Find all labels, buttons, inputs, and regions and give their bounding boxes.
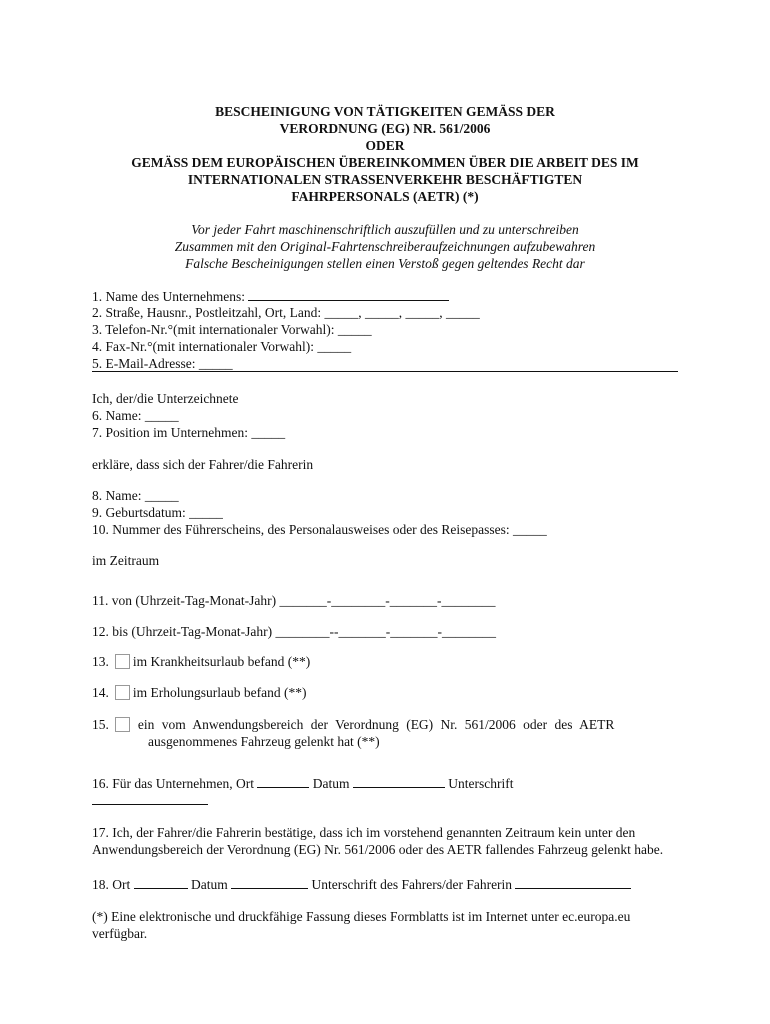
period-to-field[interactable]: 12. bis (Uhrzeit-Tag-Monat-Jahr) ________--_______-_______-________ [92,624,496,639]
undersigned-position-field[interactable]: 7. Position im Unternehmen: _____ [92,425,286,440]
driver-signature-blank[interactable] [515,875,631,889]
declaration-text: erkläre, dass sich der Fahrer/die Fahrerin [92,457,314,472]
option-sick-leave [92,653,310,670]
title-line: GEMÄSS DEM EUROPÄISCHEN ÜBEREINKOMMEN ÜBER DIE ARBEIT DES IM [131,155,639,170]
title-line: VERORDNUNG (EG) NR. 561/2006 [279,121,491,136]
instruction-line: Zusammen mit den Original-Fahrtenschreiberaufzeichnungen aufzubewahren [174,239,596,254]
company-address-field[interactable]: 2. Straße, Hausnr., Postleitzahl, Ort, Land: _____, _____, _____, _____ [92,305,480,320]
company-date-blank[interactable] [353,774,445,788]
driver-place-label: 18. Ort [92,877,131,892]
instruction-line: Vor jeder Fahrt maschinenschriftlich auszufüllen und zu unterschreiben [191,222,579,237]
vacation-checkbox[interactable] [115,685,130,700]
driver-id-number-field[interactable]: 10. Nummer des Führerscheins, des Personalausweises oder des Reisepasses: _____ [92,522,547,537]
exempt-vehicle-checkbox[interactable] [115,717,130,732]
instructions [92,221,678,272]
company-signature-blank[interactable] [92,791,208,809]
driver-confirmation: 17. Ich, der Fahrer/die Fahrerin bestätige, dass ich im vorstehend genannten Zeitraum kein unter den Anwendungsbereich der Verordnung (EG) Nr. 561/2006 oder des AETR fallendes Fahrzeug gelenkt habe. [92,825,664,857]
undersigned-intro: Ich, der/die Unterzeichnete [92,391,239,406]
driver-place-blank[interactable] [134,875,188,889]
company-name-label: 1. Name des Unternehmens: [92,289,245,304]
instruction-line: Falsche Bescheinigungen stellen einen Verstoß gegen geltendes Recht dar [185,256,585,271]
signature-line[interactable] [92,791,208,805]
company-phone-field[interactable]: 3. Telefon-Nr.°(mit internationaler Vorwahl): _____ [92,322,372,337]
option-exempt-vehicle-cont: ausgenommenes Fahrzeug gelenkt hat (**) [148,734,380,749]
footnote: (*) Eine elektronische und druckfähige Fassung dieses Formblatts ist im Internet unter ec.europa.eu verfügbar. [92,909,631,941]
title-line: INTERNATIONALEN STRASSENVERKEHR BESCHÄFTIGTEN [187,172,583,187]
company-place-blank[interactable] [257,774,309,788]
option-number: 14. [92,685,109,700]
sick-leave-checkbox[interactable] [115,654,130,669]
section-divider [92,371,678,372]
company-signature-row [92,774,513,792]
company-fax-field[interactable]: 4. Fax-Nr.°(mit internationaler Vorwahl): _____ [92,339,352,354]
company-name-blank[interactable] [248,287,449,301]
title-line: BESCHEINIGUNG VON TÄTIGKEITEN GEMÄSS DER [215,104,555,119]
option-vacation [92,684,306,701]
company-signature-place-label: 16. Für das Unternehmen, Ort [92,776,254,791]
title-line: FAHRPERSONALS (AETR) (*) [291,189,479,204]
undersigned-name-field[interactable]: 6. Name: _____ [92,408,179,423]
option-number: 13. [92,654,109,669]
company-name-field[interactable] [92,287,449,305]
company-email-field[interactable]: 5. E-Mail-Adresse: _____ [92,356,233,371]
driver-signature-label: Unterschrift des Fahrers/der Fahrerin [311,877,513,892]
form-title [92,103,678,205]
period-from-field[interactable]: 11. von (Uhrzeit-Tag-Monat-Jahr) _______-________-_______-________ [92,593,496,608]
driver-signature-row [92,875,631,893]
title-line: ODER [365,138,405,153]
driver-date-label: Datum [191,877,228,892]
option-exempt-vehicle [92,716,614,733]
period-label: im Zeitraum [92,553,160,568]
driver-date-blank[interactable] [231,875,308,889]
option-label: im Erholungsurlaub befand (**) [132,685,307,700]
company-signature-date-label: Datum [312,776,350,791]
company-signature-label: Unterschrift [448,776,514,791]
option-number: 15. [92,717,109,732]
option-label: im Krankheitsurlaub befand (**) [132,654,311,669]
option-label: ein vom Anwendungsbereich der Verordnung (EG) Nr. 561/2006 oder des AETR [137,717,615,732]
driver-name-field[interactable]: 8. Name: _____ [92,488,179,503]
driver-birthdate-field[interactable]: 9. Geburtsdatum: _____ [92,505,223,520]
